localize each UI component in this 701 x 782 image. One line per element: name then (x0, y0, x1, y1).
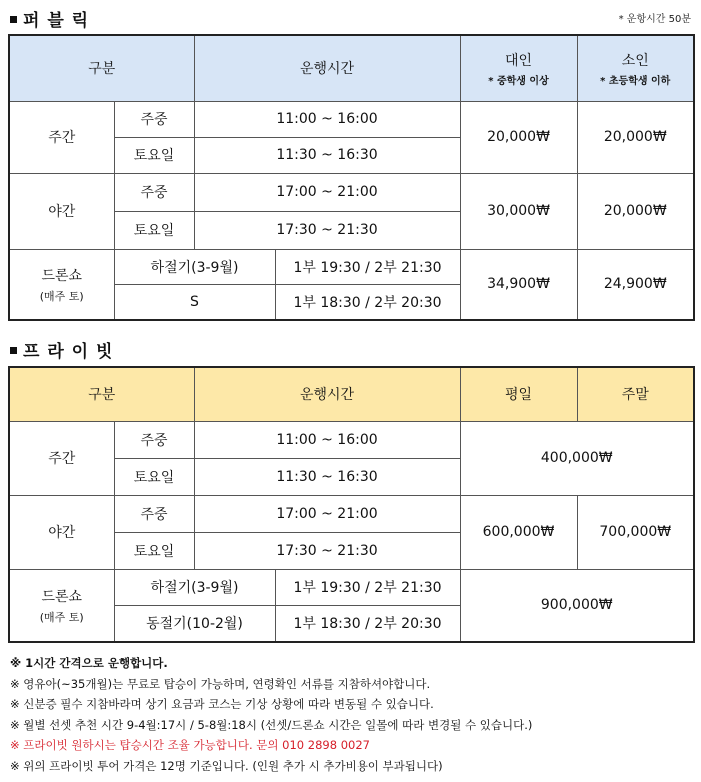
time-cell: 17:30 ~ 21:30 (194, 532, 460, 569)
drone-summer-row (114, 249, 460, 284)
public-price-table (8, 34, 695, 321)
header-weekend: 주말 (577, 367, 694, 421)
drone-winter-row (114, 605, 460, 642)
weekday-label: 주중 (114, 495, 194, 532)
note-item: ※ 월별 선셋 추천 시간 9-4월:17시 / 5-8월:18시 (선셋/드론쇼 시간은 일몰에 따라 변경될 수 있습니다.) (10, 717, 533, 732)
summer-label: 하절기(3-9월) (115, 570, 276, 605)
header-category: 구분 (9, 35, 194, 101)
adult-price: 30,000₩ (460, 173, 577, 249)
summer-label: 하절기(3-9월) (115, 250, 276, 284)
child-price: 24,900₩ (577, 249, 694, 320)
winter-label: S (115, 285, 276, 319)
bullet-square-icon (10, 347, 17, 354)
time-cell: 17:30 ~ 21:30 (194, 211, 460, 249)
row-label-day: 주간 (9, 421, 114, 495)
child-price: 20,000₩ (577, 101, 694, 173)
time-cell: 17:00 ~ 21:00 (194, 495, 460, 532)
header-adult: 대인 * 중학생 이상 (460, 35, 577, 101)
note-item: ※ 신분증 필수 지참바라며 상기 요금과 코스는 기상 상황에 따라 변동될 수 있습니다. (10, 697, 434, 711)
note-item: ※ 영유아(~35개월)는 무료로 탑승이 가능하며, 연령확인 서류를 지참하셔야합니다. (10, 676, 431, 691)
weekday-label: 주중 (114, 101, 194, 137)
drone-winter-row (114, 284, 460, 320)
note-item: ※ 1시간 간격으로 운행합니다. (10, 656, 168, 670)
public-section-title: 퍼 블 릭 (10, 6, 89, 31)
private-price-table (8, 366, 695, 643)
header-weekday: 평일 (460, 367, 577, 421)
time-cell: 11:00 ~ 16:00 (194, 421, 460, 458)
weekday-price: 600,000₩ (460, 495, 577, 569)
row-label-night: 야간 (9, 173, 114, 249)
time-cell: 1부 19:30 / 2부 21:30 (293, 259, 442, 276)
price: 900,000₩ (460, 569, 694, 642)
time-cell: 17:00 ~ 21:00 (194, 173, 460, 211)
row-label-drone: 드론쇼 (매주 토) (9, 249, 114, 320)
weekday-label: 주중 (114, 421, 194, 458)
price: 400,000₩ (460, 421, 694, 495)
header-category: 구분 (9, 367, 194, 421)
row-label-day: 주간 (9, 101, 114, 173)
saturday-label: 토요일 (114, 532, 194, 569)
time-cell: 11:30 ~ 16:30 (194, 458, 460, 495)
time-cell: 11:00 ~ 16:00 (194, 101, 460, 137)
child-price: 20,000₩ (577, 173, 694, 249)
time-cell: 11:30 ~ 16:30 (194, 137, 460, 173)
winter-label: 동절기(10-2월) (115, 606, 276, 641)
private-section-title: 프 라 이 빗 (10, 337, 113, 362)
header-time: 운행시간 (194, 367, 460, 421)
note-item: ※ 위의 프라이빗 투어 가격은 12명 기준입니다. (인원 추가 시 추가비용이 부과됩니다) (10, 758, 443, 773)
bullet-square-icon (10, 16, 17, 23)
weekday-label: 주중 (114, 173, 194, 211)
header-child: 소인 * 초등학생 이하 (577, 35, 694, 101)
time-cell: 1부 18:30 / 2부 20:30 (293, 294, 442, 311)
adult-price: 34,900₩ (460, 249, 577, 320)
saturday-label: 토요일 (114, 458, 194, 495)
duration-note: * 운항시간 50분 (618, 14, 691, 25)
adult-price: 20,000₩ (460, 101, 577, 173)
saturday-label: 토요일 (114, 137, 194, 173)
row-label-night: 야간 (9, 495, 114, 569)
note-item-contact: ※ 프라이빗 원하시는 탑승시간 조율 가능합니다. 문의 010 2898 0027 (10, 738, 370, 752)
time-cell: 1부 19:30 / 2부 21:30 (293, 580, 442, 596)
row-label-drone: 드론쇼 (매주 토) (9, 569, 114, 642)
header-time: 운행시간 (194, 35, 460, 101)
time-cell: 1부 18:30 / 2부 20:30 (293, 616, 442, 632)
weekend-price: 700,000₩ (577, 495, 694, 569)
drone-summer-row (114, 569, 460, 605)
notes-list (10, 653, 532, 776)
saturday-label: 토요일 (114, 211, 194, 249)
